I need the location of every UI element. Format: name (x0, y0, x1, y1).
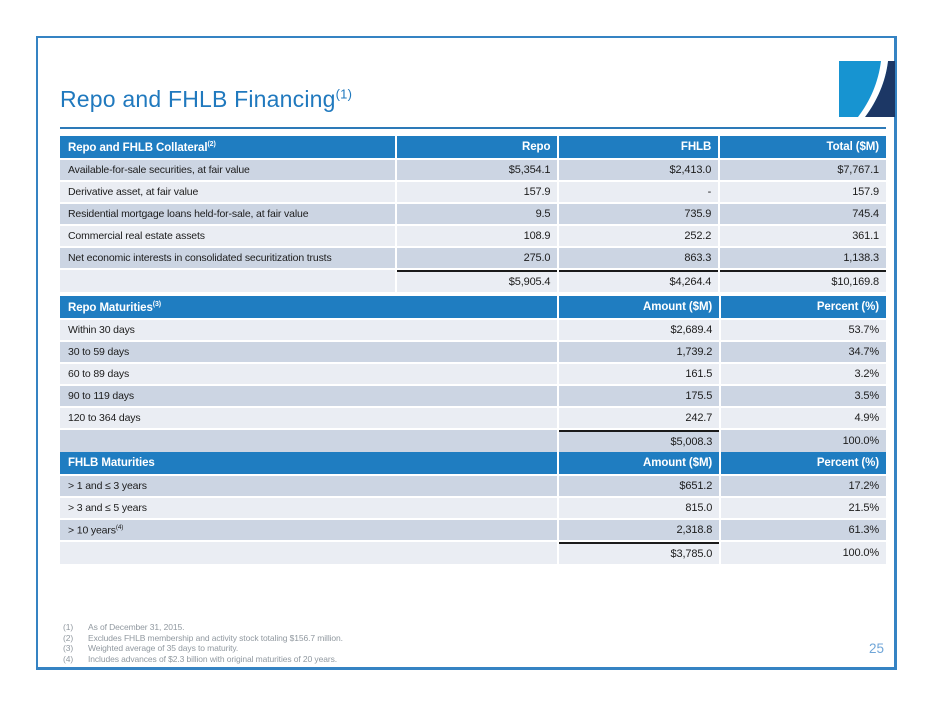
data-table (58, 294, 888, 454)
table-header-column: Percent (%) (721, 452, 886, 474)
row-value: 175.5 (559, 386, 719, 406)
footnote-item (63, 622, 343, 633)
page-number: 25 (868, 641, 884, 656)
row-value: 815.0 (559, 498, 719, 518)
row-value: 34.7% (721, 342, 886, 362)
total-label (60, 542, 557, 564)
row-value: 157.9 (397, 182, 558, 202)
row-label-text: Within 30 days (68, 324, 135, 336)
row-value: $651.2 (559, 476, 719, 496)
row-value: 2,318.8 (559, 520, 719, 540)
table-total-row (60, 430, 886, 452)
row-label-text: Residential mortgage loans held-for-sale, at fair value (68, 208, 309, 220)
row-value: 157.9 (720, 182, 886, 202)
total-value: $10,169.8 (720, 270, 886, 292)
slide-title-superscript: (1) (335, 86, 353, 102)
table-row (60, 364, 886, 384)
table-header-column: Percent (%) (721, 296, 886, 318)
row-label (60, 226, 395, 246)
collateral-table (58, 134, 888, 294)
table-header-title-text: Repo and FHLB Collateral (68, 141, 208, 154)
row-label (60, 342, 557, 362)
row-label (60, 498, 557, 518)
table-header-title (60, 136, 395, 158)
row-label (60, 386, 557, 406)
row-value: 242.7 (559, 408, 719, 428)
row-value: 53.7% (721, 320, 886, 340)
table-header-title (60, 296, 557, 318)
row-label (60, 320, 557, 340)
table-header-title-text: FHLB Maturities (68, 457, 155, 469)
row-value: 3.5% (721, 386, 886, 406)
row-value: 4.9% (721, 408, 886, 428)
row-label-text: Net economic interests in consolidated securitization trusts (68, 252, 332, 264)
table-row (60, 248, 886, 268)
row-label (60, 248, 395, 268)
title-divider (60, 127, 886, 129)
table-header-row (60, 452, 886, 474)
table-header-title (60, 452, 557, 474)
footnote-number: (4) (63, 653, 74, 664)
row-label (60, 204, 395, 224)
table-row (60, 386, 886, 406)
footnote-number: (1) (63, 622, 74, 632)
table-header-superscript: (3) (152, 300, 162, 308)
table-header-title-text: Repo Maturities (68, 301, 153, 314)
row-value: 252.2 (559, 226, 718, 246)
table-header-superscript: (2) (207, 140, 216, 148)
total-label (60, 270, 395, 292)
row-label-text: 120 to 364 days (68, 412, 141, 424)
row-value: 745.4 (720, 204, 886, 224)
row-value: $2,689.4 (559, 320, 719, 340)
row-value: 275.0 (397, 248, 558, 268)
row-value: 361.1 (720, 226, 886, 246)
footnote-number: (3) (63, 643, 74, 653)
fhlb-maturities-table (58, 450, 888, 566)
table-total-row (60, 542, 886, 564)
footnote-item (63, 654, 343, 665)
row-value: 21.5% (721, 498, 886, 518)
row-value: - (559, 182, 718, 202)
table-row (60, 498, 886, 518)
table-row (60, 226, 886, 246)
table-row (60, 160, 886, 180)
row-value: 17.2% (721, 476, 886, 496)
table-header-column: Total ($M) (720, 136, 886, 158)
row-label-text: 60 to 89 days (68, 368, 130, 380)
table-header-row (60, 296, 886, 318)
table-header-column: Amount ($M) (559, 452, 719, 474)
row-label (60, 520, 557, 540)
table-row (60, 182, 886, 202)
footnote-item (63, 643, 343, 654)
row-value: 1,739.2 (559, 342, 719, 362)
table-row (60, 408, 886, 428)
row-value: 3.2% (721, 364, 886, 384)
row-label-superscript: (4) (115, 523, 124, 531)
row-label (60, 408, 557, 428)
total-value: 100.0% (721, 542, 886, 564)
footnote-item (63, 633, 343, 644)
row-label-text: Available-for-sale securities, at fair value (68, 164, 250, 176)
table-row (60, 342, 886, 362)
table-header-row (60, 136, 886, 158)
row-value: 1,138.3 (720, 248, 886, 268)
footnote-number: (2) (63, 632, 74, 643)
row-label-text: > 1 and ≤ 3 years (68, 480, 147, 492)
row-value: 735.9 (559, 204, 718, 224)
footnote-text: Excludes FHLB membership and activity stock totaling $156.7 million. (88, 632, 343, 643)
table-header-column: Repo (397, 136, 558, 158)
row-label-text: Derivative asset, at fair value (68, 186, 199, 198)
table-row (60, 204, 886, 224)
table-total-row (60, 270, 886, 292)
footnote-text: Weighted average of 35 days to maturity. (88, 643, 239, 653)
row-value: 108.9 (397, 226, 558, 246)
row-label (60, 182, 395, 202)
total-value: $5,008.3 (559, 430, 719, 452)
row-value: $2,413.0 (559, 160, 718, 180)
table-header-column: FHLB (559, 136, 718, 158)
footnotes (63, 622, 343, 664)
footnote-text: As of December 31, 2015. (88, 622, 185, 632)
repo-maturities-table (58, 294, 888, 454)
table-header-column: Amount ($M) (559, 296, 719, 318)
row-label (60, 364, 557, 384)
row-label-text: Commercial real estate assets (68, 230, 205, 242)
table-row (60, 520, 886, 540)
row-label (60, 160, 395, 180)
total-value: 100.0% (721, 430, 886, 452)
table-row (60, 320, 886, 340)
total-label (60, 430, 557, 452)
total-value: $3,785.0 (559, 542, 719, 564)
total-value: $4,264.4 (559, 270, 718, 292)
slide-title-text: Repo and FHLB Financing (60, 86, 336, 112)
data-table (58, 134, 888, 294)
total-value: $5,905.4 (397, 270, 558, 292)
row-value: 161.5 (559, 364, 719, 384)
row-label-text: 30 to 59 days (68, 346, 130, 358)
footnote-text: Includes advances of $2.3 billion with original maturities of 20 years. (88, 653, 337, 664)
row-value: 61.3% (721, 520, 886, 540)
row-value: 863.3 (559, 248, 718, 268)
table-row (60, 476, 886, 496)
data-table (58, 450, 888, 566)
row-label-text: > 3 and ≤ 5 years (68, 502, 147, 514)
row-value: $5,354.1 (397, 160, 558, 180)
row-value: 9.5 (397, 204, 558, 224)
row-label-text: 90 to 119 days (68, 390, 135, 402)
row-value: $7,767.1 (720, 160, 886, 180)
slide-title (60, 86, 352, 113)
row-label-text: > 10 years (68, 524, 116, 537)
row-label (60, 476, 557, 496)
company-logo-icon (839, 61, 895, 117)
